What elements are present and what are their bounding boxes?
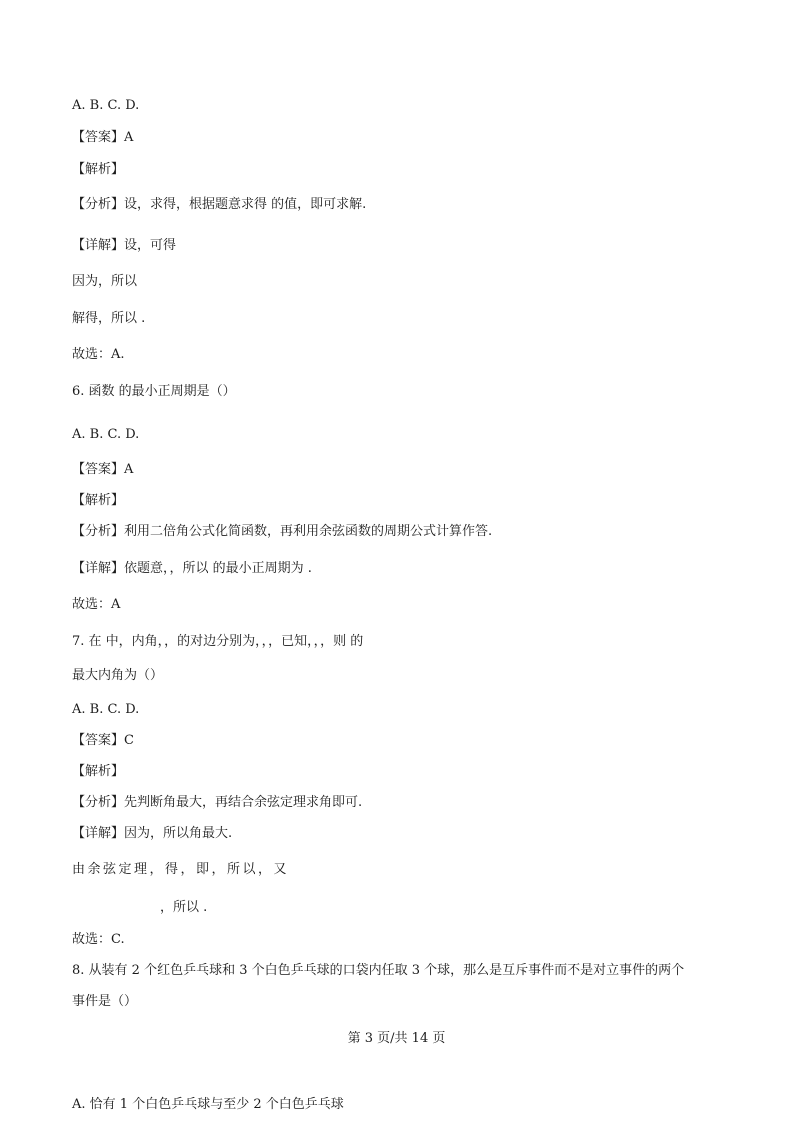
analysis-line-q7: 【分析】先判断角最大，再结合余弦定理求角即可. [72, 795, 363, 810]
question-8: 8. 从装有 2 个红色乒乓球和 3 个白色乒乓球的口袋内任取 3 个球，那么是互斥事件而不是对立事件的两个 [72, 963, 685, 978]
solution-text-line: 解得，所以 . [72, 311, 146, 326]
analysis-line-q6: 【分析】利用二倍角公式化简函数，再利用余弦函数的周期公式计算作答. [72, 524, 493, 539]
option-a-q8: A. 恰有 1 个白色乒乓球与至少 2 个白色乒乓球 [72, 1097, 344, 1112]
choice-line-q7: 故选：C. [72, 932, 125, 947]
answer-line-q5: 【答案】A [72, 130, 134, 145]
solution-text-line: 因为，所以 [72, 274, 138, 289]
options-line-q6: A. B. C. D. [72, 427, 140, 442]
detail-line-q6: 【详解】依题意，，所以 的最小正周期为 . [72, 561, 312, 576]
choice-line-q5: 故选：A. [72, 347, 125, 362]
solution-text-line: 由余弦定理，得，即，所以，又 [72, 862, 290, 877]
answer-line-q6: 【答案】A [72, 462, 134, 477]
options-line-q7: A. B. C. D. [72, 702, 140, 717]
page-footer: 第 3 页/共 14 页 [347, 1031, 446, 1046]
detail-line-q5: 【详解】设，可得 [72, 238, 177, 253]
question-6: 6. 函数 的最小正周期是（） [72, 384, 236, 399]
jiexi-heading-q7: 【解析】 [72, 764, 125, 779]
jiexi-heading-q6: 【解析】 [72, 493, 125, 508]
question-8-cont: 事件是（） [72, 994, 138, 1009]
jiexi-heading-q5: 【解析】 [72, 162, 125, 177]
question-7-cont: 最大内角为（） [72, 668, 164, 683]
solution-text-line: ，所以 . [160, 900, 208, 915]
question-7: 7. 在 中，内角，，的对边分别为，，，已知，，，则 的 [72, 634, 364, 649]
options-line-q5: A. B. C. D. [72, 98, 140, 113]
answer-line-q7: 【答案】C [72, 733, 134, 748]
choice-line-q6: 故选：A [72, 597, 121, 612]
detail-line-q7: 【详解】因为，所以角最大. [72, 826, 233, 841]
analysis-line-q5: 【分析】设，求得，根据题意求得 的值，即可求解. [72, 197, 367, 212]
